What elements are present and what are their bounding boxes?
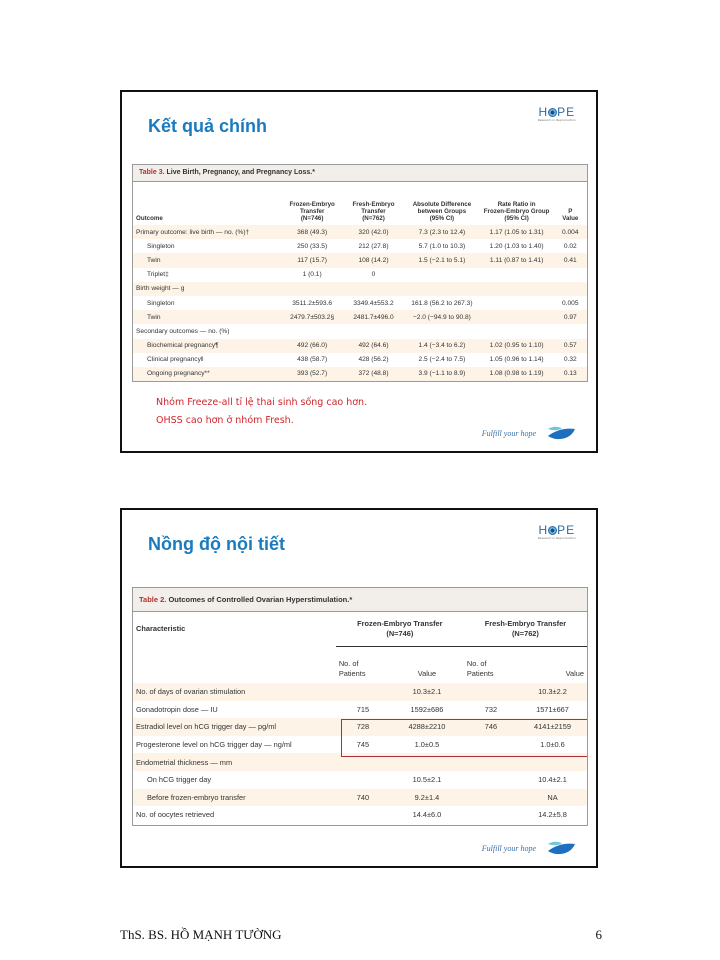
leaf-logo-icon (544, 840, 576, 856)
table-subheader (133, 647, 587, 684)
ovarian-stimulation-table (133, 612, 587, 824)
table-caption: Table 3. Live Birth, Pregnancy, and Pregnancy Loss.* (133, 165, 587, 182)
table-row: Secondary outcomes — no. (%) (136, 327, 230, 335)
table-row: Twin 2479.7±503.2§ 2481.7±496.0 −2.0 (−94.9 to 90.8) 0.97 (133, 310, 587, 324)
table-row: Singleton 250 (33.5) 212 (27.8) 5.7 (1.0 to 10.3) 1.20 (1.03 to 1.40) 0.02 (147, 242, 577, 250)
brand-footer (482, 840, 576, 856)
slide-nong-do-noi-tiet (120, 508, 598, 868)
table-row: Triplet‡ 1 (0.1) 0 (147, 271, 376, 279)
note-line-1: Nhóm Freeze-all tỉ lệ thai sinh sống cao hơn. (156, 397, 368, 408)
col-fresh-patients: No. of Patients (466, 659, 494, 678)
slide-title: Nồng độ nội tiết (148, 534, 285, 554)
table-row: No. of oocytes retrieved 14.4±6.0 14.2±5.8 (136, 810, 567, 820)
col-fresh: Fresh-Embryo Transfer (N=762) (352, 201, 395, 222)
col-group-frozen: Frozen-Embryo Transfer (N=746) (336, 612, 464, 647)
table-row: No. of days of ovarian stimulation 10.3±2.1 10.3±2.2 (133, 683, 587, 701)
col-frozen-patients: No. of Patients (338, 659, 366, 678)
table-2 (132, 587, 588, 826)
col-group-fresh: Fresh-Embryo Transfer (N=762) (464, 612, 587, 647)
table-row: Twin 117 (15.7) 108 (14.2) 1.5 (−2.1 to 5.1) 1.11 (0.87 to 1.41) 0.41 (133, 253, 587, 267)
table-row: Estradiol level on hCG trigger day — pg/ml 728 4288±2210 746 4141±2159 (133, 718, 587, 736)
table-group-header (133, 612, 587, 647)
col-characteristic: Characteristic (136, 624, 186, 634)
col-rate-ratio: Rate Ratio in Frozen-Embryo Group (95% CI) (483, 201, 550, 222)
table-row: Gonadotropin dose — IU 715 1592±686 732 1571±667 (136, 704, 569, 714)
author-name: ThS. BS. HỒ MẠNH TƯỜNG (120, 927, 282, 942)
note-line-2: OHSS cao hơn ở nhóm Fresh. (156, 415, 294, 426)
col-frozen-value: Value (417, 669, 437, 678)
eye-icon (548, 108, 557, 117)
table-row: Birth weight — g (133, 282, 587, 296)
table-row: Endometrial thickness — mm (133, 753, 587, 771)
col-abs-diff: Absolute Difference between Groups (95% CI) (412, 201, 472, 222)
col-p-value: P Value (562, 208, 579, 222)
table-row: Singleton 3511.2±593.6 3349.4±553.2 161.8 (56.2 to 267.3) 0.005 (147, 299, 579, 307)
table-row: Progesterone level on hCG trigger day — ng/ml 745 1.0±0.5 1.0±0.6 (136, 740, 565, 750)
page-footer (120, 927, 602, 943)
table-row: Clinical pregnancy‖ 438 (58.7) 428 (56.2) 2.5 (−2.4 to 7.5) 1.05 (0.96 to 1.14) 0.32 (147, 356, 577, 364)
hope-logo: H PE Research in Reproduction (537, 523, 576, 540)
col-frozen: Frozen-Embryo Transfer (N=746) (289, 201, 335, 222)
table-row: Biochemical pregnancy¶ 492 (66.0) 492 (64.6) 1.4 (−3.4 to 6.2) 1.02 (0.95 to 1.10) 0.57 (133, 339, 587, 353)
table-row: Ongoing pregnancy** 393 (52.7) 372 (48.8) 3.9 (−1.1 to 8.9) 1.08 (0.98 to 1.19) 0.13 (133, 367, 587, 381)
table-row: Before frozen-embryo transfer 740 9.2±1.4 NA (133, 789, 587, 807)
table-row: On hCG trigger day 10.5±2.1 10.4±2.1 (147, 775, 567, 785)
tagline: Fulfill your hope (481, 843, 536, 853)
page-number: 6 (595, 927, 602, 942)
col-fresh-value: Value (565, 669, 584, 678)
table-3 (132, 164, 588, 382)
live-birth-table (133, 182, 587, 381)
slide-title: Kết quả chính (148, 116, 268, 136)
brand-footer (482, 425, 576, 441)
leaf-logo-icon (544, 425, 576, 441)
hope-logo: H PE Research in Reproduction (537, 105, 576, 122)
slide-ket-qua-chinh (120, 90, 598, 453)
col-outcome: Outcome (136, 215, 163, 222)
table-caption: Table 2. Outcomes of Controlled Ovarian Hyperstimulation.* (133, 588, 587, 612)
table-row: Primary outcome: live birth — no. (%)† 368 (49.3) 320 (42.0) 7.3 (2.3 to 12.4) 1.17 (1.05 to 1.31) 0.004 (133, 225, 587, 239)
table-header-row (133, 182, 587, 225)
eye-icon (548, 526, 557, 535)
tagline: Fulfill your hope (481, 428, 536, 438)
